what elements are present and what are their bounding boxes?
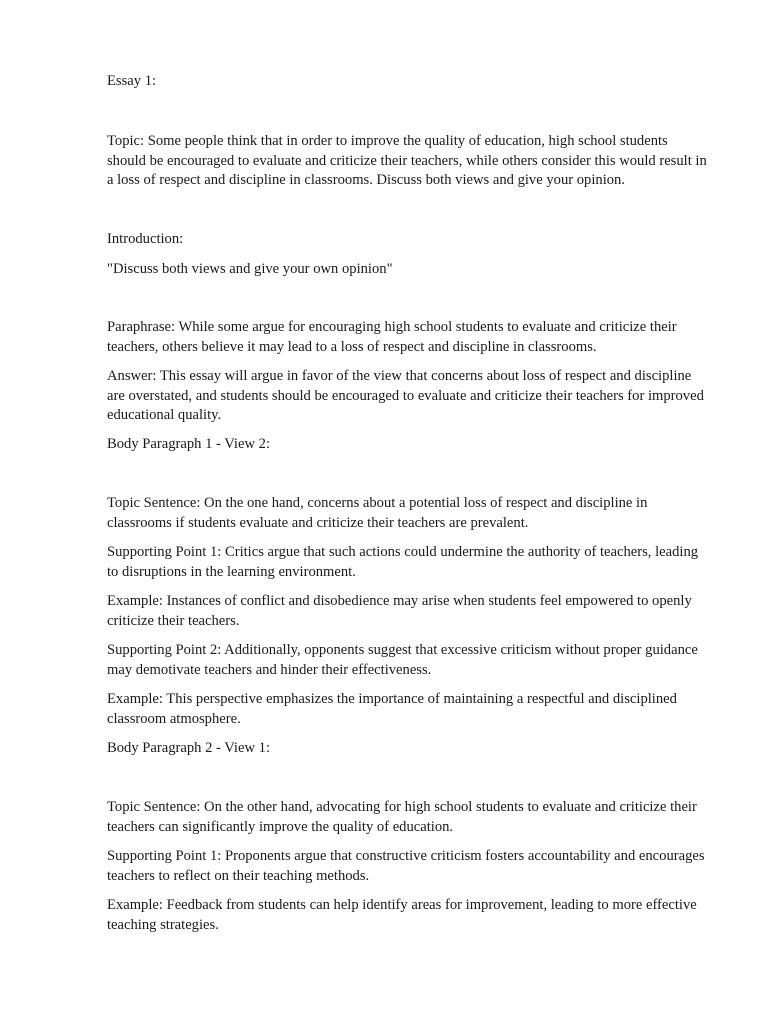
body-1-example-2: Example: This perspective emphasizes the importance of maintaining a respectful and disciplined classroom atmosphere. (107, 691, 677, 727)
thesis-answer: Answer: This essay will argue in favor of the view that concerns about loss of respect and discipline are overstated, and students should be encouraged to evaluate and criticize their teachers for improved educational quality. (107, 368, 704, 423)
body-paragraph-1-label: Body Paragraph 1 - View 2: (107, 436, 271, 452)
essay-heading: Essay 1: (107, 73, 157, 89)
body-2-example-1: Example: Feedback from students can help identify areas for improvement, leading to more effective teaching strategies. (107, 897, 697, 933)
body-paragraph-2-label: Body Paragraph 2 - View 1: (107, 740, 271, 756)
body-1-supporting-point-2: Supporting Point 2: Additionally, opponents suggest that excessive criticism without proper guidance may demotivate teachers and hinder their effectiveness. (107, 642, 698, 678)
body-1-topic-sentence: Topic Sentence: On the one hand, concerns about a potential loss of respect and discipline in classrooms if students evaluate and criticize their teachers are prevalent. (107, 495, 648, 531)
essay-topic: Topic: Some people think that in order to improve the quality of education, high school students should be encouraged to evaluate and criticize their teachers, while others consider this would result in a loss of respect and discipline in classrooms. Discuss both views and give your opinion. (107, 133, 707, 188)
question-type: "Discuss both views and give your own opinion" (107, 261, 393, 277)
body-1-example-1: Example: Instances of conflict and disobedience may arise when students feel empowered to openly criticize their teachers. (107, 593, 692, 629)
paraphrase: Paraphrase: While some argue for encouraging high school students to evaluate and criticize their teachers, others believe it may lead to a loss of respect and discipline in classrooms. (107, 319, 677, 355)
body-2-supporting-point-1: Supporting Point 1: Proponents argue that constructive criticism fosters accountability and encourages teachers to reflect on their teaching methods. (107, 848, 705, 884)
body-1-supporting-point-1: Supporting Point 1: Critics argue that such actions could undermine the authority of teachers, leading to disruptions in the learning environment. (107, 544, 699, 580)
body-2-topic-sentence: Topic Sentence: On the other hand, advocating for high school students to evaluate and criticize their teachers can significantly improve the quality of education. (107, 799, 697, 835)
introduction-label: Introduction: (107, 231, 184, 247)
